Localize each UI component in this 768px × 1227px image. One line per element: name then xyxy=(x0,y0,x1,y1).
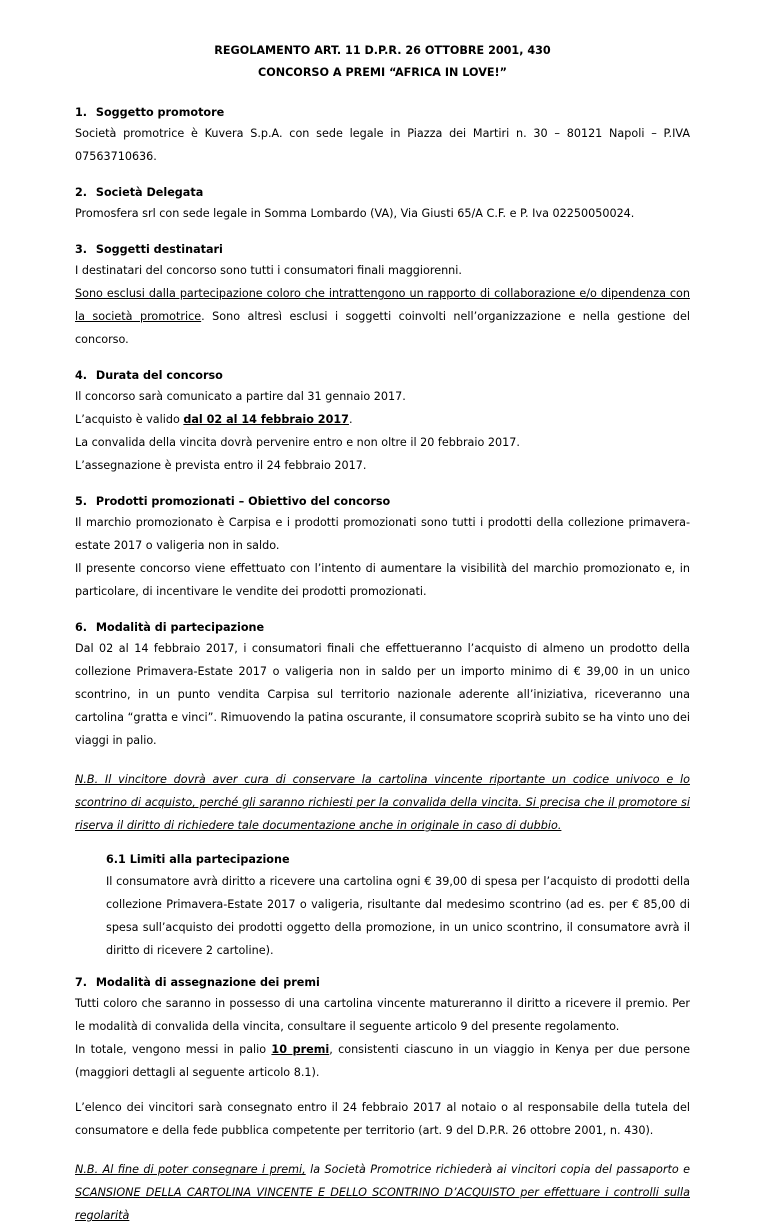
section-4 xyxy=(75,367,690,477)
subsection-6-1 xyxy=(106,851,690,962)
section-5-heading: 5. Prodotti promozionati – Obiettivo del concorso xyxy=(75,495,391,508)
section-2-heading: 2. Società Delegata xyxy=(75,186,204,199)
section-7-text-3: L’elenco dei vincitori sarà consegnato entro il 24 febbraio 2017 al notaio o al responsabile della tutela del consumatore e della fede pubblica competente per territorio (art. 9 del D.P.R. 26 ottobre 2001, n. 430). xyxy=(75,1101,690,1137)
section-2 xyxy=(75,184,690,225)
section-5 xyxy=(75,493,690,603)
section-1-text: Società promotrice è Kuvera S.p.A. con sede legale in Piazza dei Martiri n. 30 – 80121 Napoli – P.IVA 07563710636. xyxy=(75,127,690,163)
section-7-text-2: In totale, vengono messi in palio 10 premi, consistenti ciascuno in un viaggio in Kenya per due persone (maggiori dettagli al seguente articolo 8.1). xyxy=(75,1043,690,1079)
section-2-text: Promosfera srl con sede legale in Somma Lombardo (VA), Via Giusti 65/A C.F. e P. Iva 02250050024. xyxy=(75,207,635,220)
section-6 xyxy=(75,619,690,962)
section-7 xyxy=(75,974,690,1227)
section-4-text-2: L’acquisto è valido dal 02 al 14 febbraio 2017. xyxy=(75,413,353,426)
section-7-heading: 7. Modalità di assegnazione dei premi xyxy=(75,976,320,989)
subsection-6-1-heading: 6.1 Limiti alla partecipazione xyxy=(106,853,290,866)
section-4-text-4: L’assegnazione è prevista entro il 24 febbraio 2017. xyxy=(75,459,367,472)
section-1 xyxy=(75,104,690,168)
section-3-heading: 3. Soggetti destinatari xyxy=(75,243,223,256)
section-1-heading: 1. Soggetto promotore xyxy=(75,106,225,119)
section-6-heading: 6. Modalità di partecipazione xyxy=(75,621,265,634)
section-6-text: Dal 02 al 14 febbraio 2017, i consumatori finali che effettueranno l’acquisto di almeno un prodotto della collezione Primavera-Estate 2017 o valigeria non in saldo per un importo minimo di € 39,00 in un unico scontrino, in un punto vendita Carpisa sul territorio nazionale aderente all’iniziativa, riceveranno una cartolina “gratta e vinci”. Rimuovendo la patina oscurante, il consumatore scoprirà subito se ha vinto uno dei viaggi in palio. xyxy=(75,642,690,747)
section-4-text-3: La convalida della vincita dovrà pervenire entro e non oltre il 20 febbraio 2017. xyxy=(75,436,520,449)
section-5-text-2: Il presente concorso viene effettuato con l’intento di aumentare la visibilità del marchio promozionato e, in particolare, di incentivare le vendite dei prodotti promozionati. xyxy=(75,562,690,598)
section-6-note: N.B. Il vincitore dovrà aver cura di conservare la cartolina vincente riportante un codice univoco e lo scontrino di acquisto, perché gli saranno richiesti per la convalida della vincita. Si precisa che il promotore si riserva il diritto di richiedere tale documentazione anche in originale in caso di dubbio. xyxy=(75,773,690,832)
section-7-text-1: Tutti coloro che saranno in possesso di una cartolina vincente matureranno il diritto a ricevere il premio. Per le modalità di convalida della vincita, consultare il seguente articolo 9 del presente regolamento. xyxy=(75,997,690,1033)
section-3-text-2: Sono esclusi dalla partecipazione coloro che intrattengono un rapporto di collaborazione e/o dipendenza con la società promotrice. Sono altresì esclusi i soggetti coinvolti nell’organizzazione e nella gestione del concorso. xyxy=(75,287,690,346)
subsection-6-1-text: Il consumatore avrà diritto a ricevere una cartolina ogni € 39,00 di spesa per l’acquisto di prodotti della collezione Primavera-Estate 2017 o valigeria, risultante dal medesimo scontrino (ad es. per € 85,00 di spesa sull’acquisto dei prodotti oggetto della promozione, in un unico scontrino, il consumatore avrà il diritto di ricevere 2 cartoline). xyxy=(106,875,690,957)
section-3 xyxy=(75,241,690,351)
section-3-text-1: I destinatari del concorso sono tutti i consumatori finali maggiorenni. xyxy=(75,264,462,277)
section-4-heading: 4. Durata del concorso xyxy=(75,369,223,382)
section-4-text-1: Il concorso sarà comunicato a partire dal 31 gennaio 2017. xyxy=(75,390,406,403)
section-7-note: N.B. Al fine di poter consegnare i premi, la Società Promotrice richiederà ai vincitori copia del passaporto e SCANSIONE DELLA CARTOLINA VINCENTE E DELLO SCONTRINO D’ACQUISTO per effettuare i controlli sulla regolarità xyxy=(75,1163,690,1222)
document-subtitle: CONCORSO A PREMI “AFRICA IN LOVE!” xyxy=(258,66,507,79)
section-5-text-1: Il marchio promozionato è Carpisa e i prodotti promozionati sono tutti i prodotti della collezione primavera-estate 2017 o valigeria non in saldo. xyxy=(75,516,690,552)
document-title: REGOLAMENTO ART. 11 D.P.R. 26 OTTOBRE 2001, 430 xyxy=(214,44,551,57)
